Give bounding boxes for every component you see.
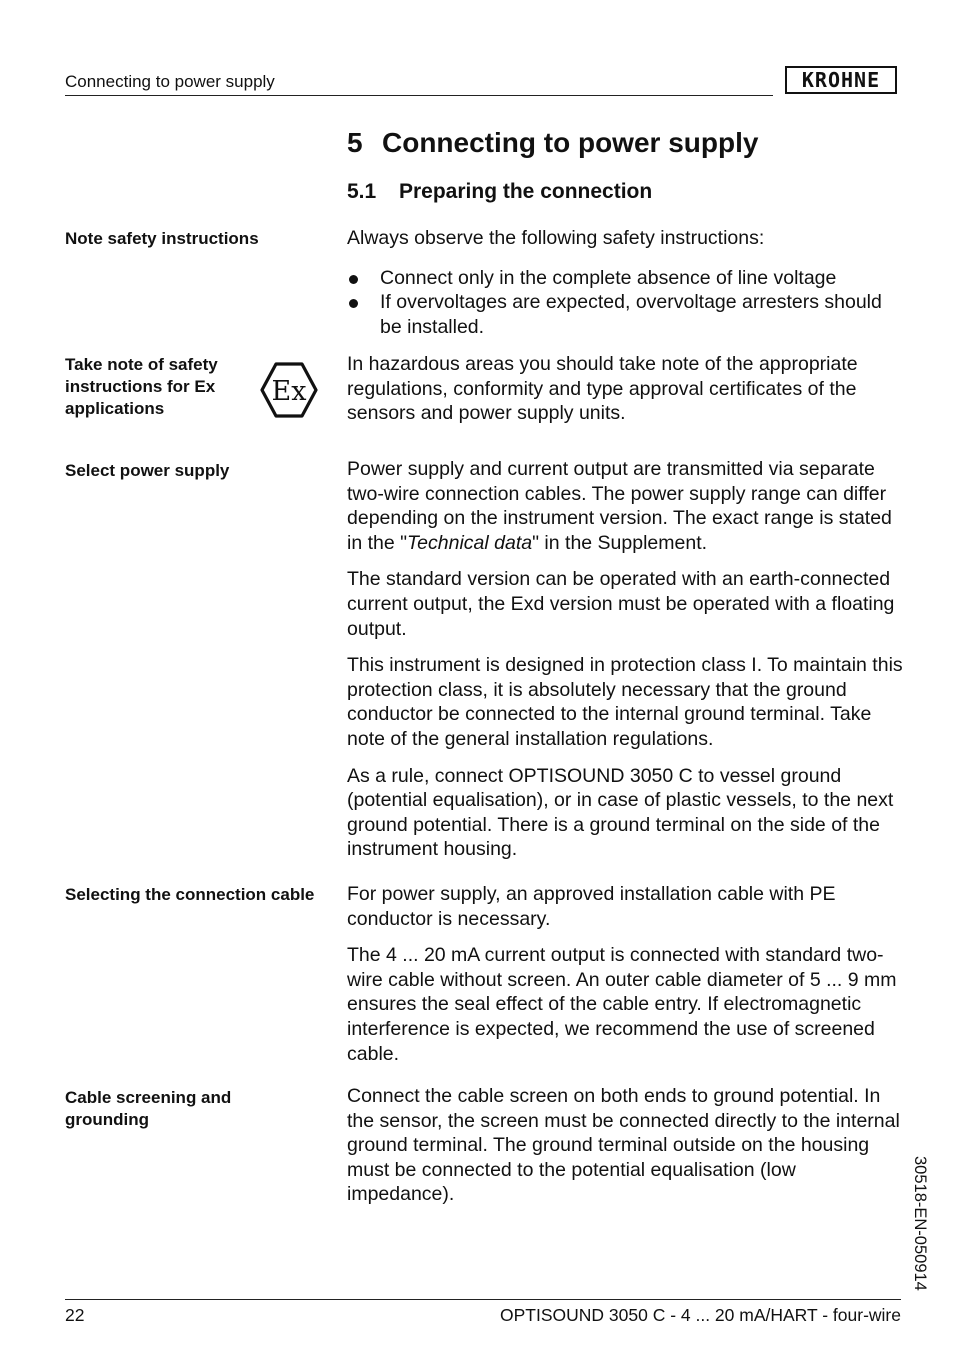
power-paragraph-2: The standard version can be operated with an earth-connected current output, the Exd version must be operated with a floating output. (347, 568, 895, 640)
ex-block (347, 352, 907, 426)
footer-rule (65, 1299, 901, 1300)
margin-note-power: Select power supply (65, 461, 230, 480)
bullet-text: If overvoltages are expected, overvoltage arresters should be installed. (380, 291, 882, 338)
ex-text: In hazardous areas you should take note of the appropriate regulations, conformity and type approval certificates of the sensors and power supply units. (347, 353, 858, 425)
power-p1-lead: Power supply and current output are transmitted via separate two-wire connection cables. The power supply range can differ depending on the instrument version. The exact range is stated in the " (347, 458, 892, 554)
cable-paragraph-2: The 4 ... 20 mA current output is connected with standard two-wire cable without screen. An outer cable diameter of 5 ... 9 mm ensures the seal effect of the cable entry. If electromagnetic interference is expected, we recommend the use of screened cable. (347, 944, 897, 1065)
bullet-text: Connect only in the complete absence of line voltage (380, 266, 837, 289)
chapter-title: Connecting to power supply (382, 127, 759, 158)
power-paragraph-3: This instrument is designed in protection class I. To maintain this protection class, it is absolutely necessary that the ground conductor be connected to the internal ground terminal. Take note of the general installation regulations. (347, 654, 903, 750)
section-number: 5.1 (347, 180, 377, 203)
bullet-icon (349, 275, 358, 284)
list-item (347, 266, 907, 291)
section-heading (347, 180, 652, 204)
cable-block (347, 882, 907, 1066)
section-title: Preparing the connection (399, 180, 653, 203)
power-paragraph-1 (347, 457, 907, 555)
safety-intro: Always observe the following safety instructions: (347, 227, 765, 249)
margin-note-cable: Selecting the connection cable (65, 885, 315, 904)
margin-note-ex: Take note of safety instructions for Ex applications (65, 355, 218, 418)
header-rule (65, 95, 773, 96)
margin-note-screening: Cable screening and grounding (65, 1088, 232, 1129)
chapter-number: 5 (347, 127, 363, 158)
running-header: Connecting to power supply (65, 72, 275, 91)
list-item (347, 290, 907, 339)
footer-product: OPTISOUND 3050 C - 4 ... 20 mA/HART - four-wire (500, 1305, 901, 1325)
document-code: 30518-EN-050914 (911, 1156, 929, 1291)
screening-block (347, 1084, 907, 1207)
margin-note-safety: Note safety instructions (65, 229, 259, 248)
bullet-icon (349, 299, 358, 308)
ex-hazard-icon (260, 362, 318, 418)
safety-block (347, 226, 907, 339)
cable-paragraph-1: For power supply, an approved installation cable with PE conductor is necessary. (347, 883, 836, 930)
svg-text:Ex: Ex (271, 376, 307, 407)
power-p1-tail: " in the Supplement. (532, 531, 708, 554)
page-number: 22 (65, 1305, 85, 1325)
krohne-logo: KROHNE (785, 66, 897, 94)
power-paragraph-4: As a rule, connect OPTISOUND 3050 C to vessel ground (potential equalisation), or in case of plastic vessels, to the next ground potential. There is a ground terminal on the side of the instrument housing. (347, 764, 894, 861)
chapter-heading (347, 127, 758, 159)
power-block (347, 457, 907, 862)
power-p1-emphasis: Technical data (407, 531, 533, 554)
screening-paragraph-1: Connect the cable screen on both ends to ground potential. In the sensor, the screen must be connected directly to the internal ground terminal. The ground terminal outside on the housing must be connected to the potential equalisation (low impedance). (347, 1085, 900, 1206)
